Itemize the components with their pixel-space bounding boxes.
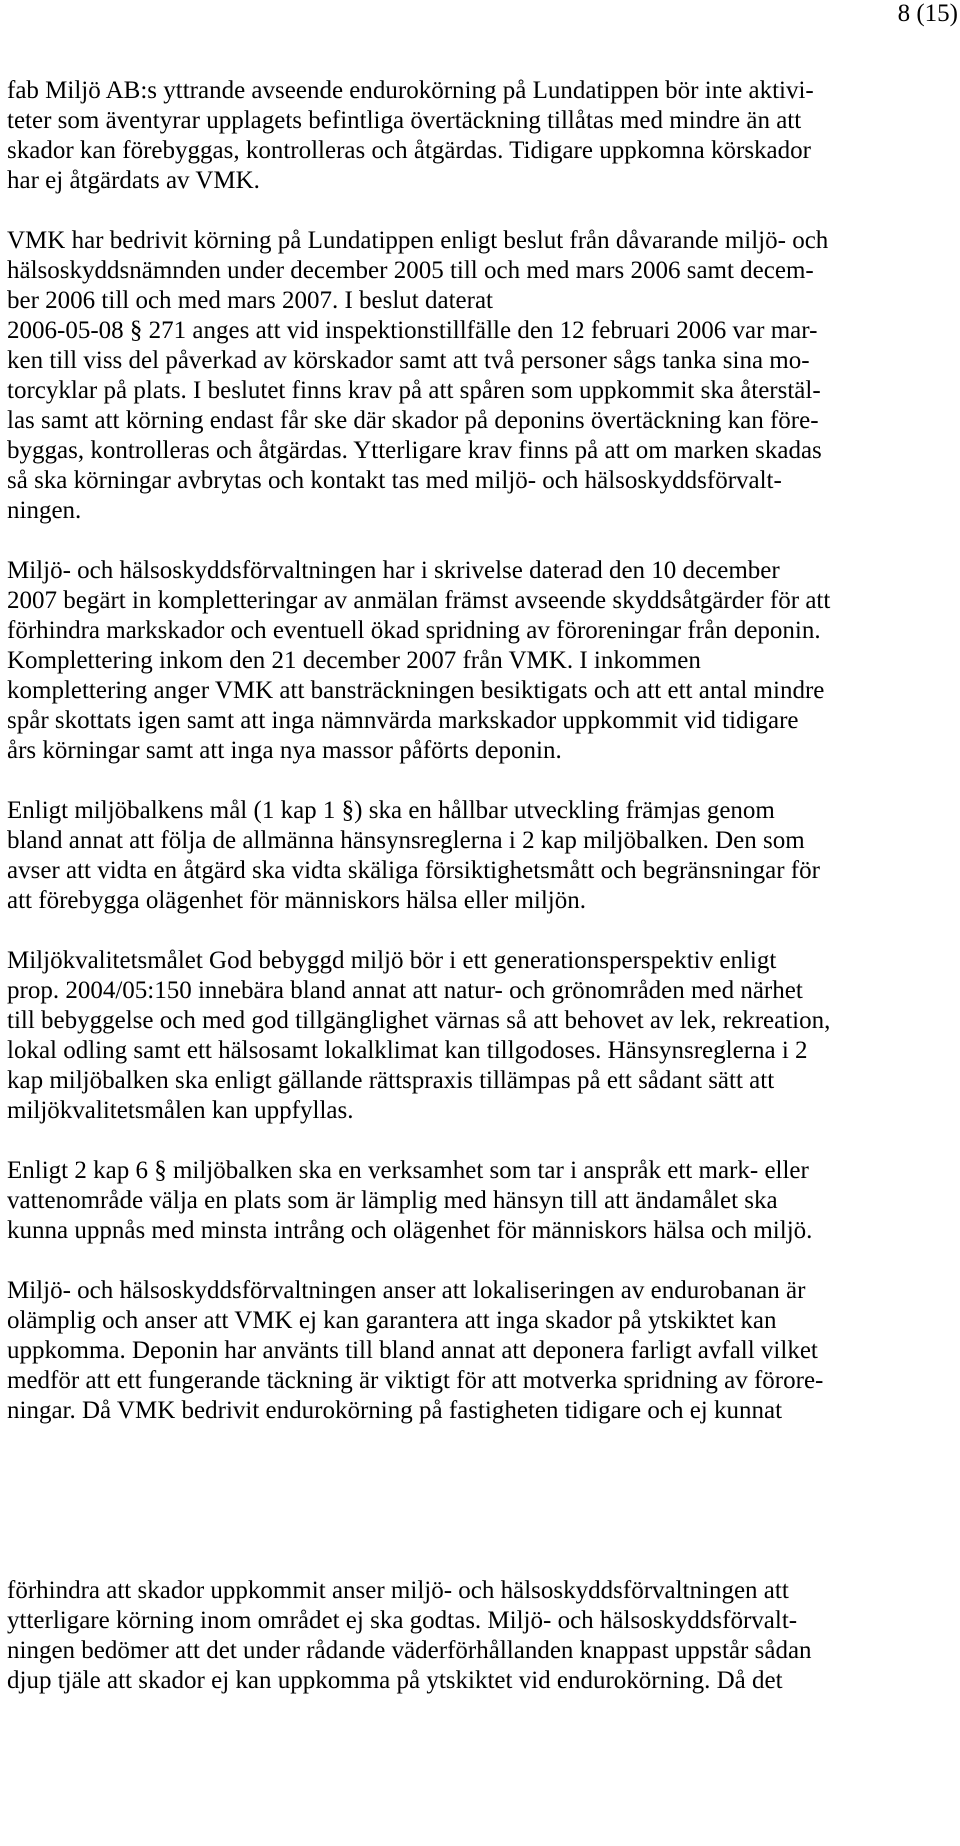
paragraph-spacer xyxy=(7,1246,953,1276)
page-break-spacer xyxy=(7,1426,953,1576)
text-line: teter som äventyrar upplagets befintliga övertäckning tillåtas med mindre än att xyxy=(7,107,802,134)
text-line: torcyklar på plats. I beslutet finns krav på att spåren som uppkommit ska återstäl- xyxy=(7,377,821,404)
text-line: avser att vidta en åtgärd ska vidta skäliga försiktighetsmått och begränsningar för xyxy=(7,857,820,884)
text-line: förhindra att skador uppkommit anser miljö- och hälsoskyddsförvaltningen att xyxy=(7,1577,789,1604)
text-line: medför att ett fungerande täckning är viktigt för att motverka spridning av förore- xyxy=(7,1367,824,1394)
page-number: 8 (15) xyxy=(897,0,958,27)
paragraph-spacer xyxy=(7,526,953,556)
text-line: uppkomma. Deponin har använts till bland annat att deponera farligt avfall vilket xyxy=(7,1337,818,1364)
text-line: komplettering anger VMK att bansträckningen besiktigats och att ett antal mindre xyxy=(7,677,825,704)
paragraph-spacer xyxy=(7,766,953,796)
paragraph-4 xyxy=(7,796,953,916)
text-line: till bebyggelse och med god tillgänglighet värnas så att behovet av lek, rekreation, xyxy=(7,1007,831,1034)
text-line: ningen bedömer att det under rådande väderförhållanden knappast uppstår sådan xyxy=(7,1637,812,1664)
text-line: så ska körningar avbrytas och kontakt tas med miljö- och hälsoskyddsförvalt- xyxy=(7,467,782,494)
text-line: Enligt miljöbalkens mål (1 kap 1 §) ska en hållbar utveckling främjas genom xyxy=(7,797,775,824)
text-line: olämplig och anser att VMK ej kan garantera att inga skador på ytskiktet kan xyxy=(7,1307,777,1334)
text-line: förhindra markskador och eventuell ökad spridning av föroreningar från deponin. xyxy=(7,617,821,644)
text-line: miljökvalitetsmålen kan uppfyllas. xyxy=(7,1097,354,1124)
text-line: har ej åtgärdats av VMK. xyxy=(7,167,260,194)
paragraph-3 xyxy=(7,556,953,766)
text-line: spår skottats igen samt att inga nämnvärda markskador uppkommit vid tidigare xyxy=(7,707,799,734)
text-line: prop. 2004/05:150 innebära bland annat att natur- och grönområden med närhet xyxy=(7,977,803,1004)
text-line: fab Miljö AB:s yttrande avseende endurokörning på Lundatippen bör inte aktivi- xyxy=(7,77,814,104)
text-line: bland annat att följa de allmänna hänsynsreglerna i 2 kap miljöbalken. Den som xyxy=(7,827,805,854)
paragraph-spacer xyxy=(7,916,953,946)
text-line: Miljökvalitetsmålet God bebyggd miljö bör i ett generationsperspektiv enligt xyxy=(7,947,777,974)
text-line: ber 2006 till och med mars 2007. I beslut daterat xyxy=(7,287,493,314)
text-line: byggas, kontrolleras och åtgärdas. Ytterligare krav finns på att om marken skadas xyxy=(7,437,822,464)
text-line: VMK har bedrivit körning på Lundatippen enligt beslut från dåvarande miljö- och xyxy=(7,227,829,254)
text-line: ningen. xyxy=(7,497,82,524)
text-line: Enligt 2 kap 6 § miljöbalken ska en verksamhet som tar i anspråk ett mark- eller xyxy=(7,1157,809,1184)
text-line: att förebygga olägenhet för människors hälsa eller miljön. xyxy=(7,887,586,914)
text-line: lokal odling samt ett hälsosamt lokalklimat kan tillgodoses. Hänsynsreglerna i 2 xyxy=(7,1037,808,1064)
text-line: kunna uppnås med minsta intrång och olägenhet för människors hälsa och miljö. xyxy=(7,1217,813,1244)
text-line: 2006-05-08 § 271 anges att vid inspektionstillfälle den 12 februari 2006 var mar- xyxy=(7,317,818,344)
text-line: las samt att körning endast får ske där skador på deponins övertäckning kan före- xyxy=(7,407,819,434)
text-line: vattenområde välja en plats som är lämplig med hänsyn till att ändamålet ska xyxy=(7,1187,778,1214)
text-line: ytterligare körning inom området ej ska godtas. Miljö- och hälsoskyddsförvalt- xyxy=(7,1607,798,1634)
text-line: Miljö- och hälsoskyddsförvaltningen anser att lokaliseringen av endurobanan är xyxy=(7,1277,806,1304)
text-line: Miljö- och hälsoskyddsförvaltningen har i skrivelse daterad den 10 december xyxy=(7,557,780,584)
text-line: ningar. Då VMK bedrivit endurokörning på fastigheten tidigare och ej kunnat xyxy=(7,1397,783,1424)
document-body xyxy=(7,76,953,1696)
paragraph-5 xyxy=(7,946,953,1126)
text-line: Komplettering inkom den 21 december 2007 från VMK. I inkommen xyxy=(7,647,701,674)
text-line: års körningar samt att inga nya massor påförts deponin. xyxy=(7,737,562,764)
text-line: kap miljöbalken ska enligt gällande rättspraxis tillämpas på ett sådant sätt att xyxy=(7,1067,775,1094)
text-line: skador kan förebyggas, kontrolleras och åtgärdas. Tidigare uppkomna körskador xyxy=(7,137,811,164)
text-line: 2007 begärt in kompletteringar av anmälan främst avseende skyddsåtgärder för att xyxy=(7,587,831,614)
paragraph-spacer xyxy=(7,196,953,226)
paragraph-8 xyxy=(7,1576,953,1696)
paragraph-spacer xyxy=(7,1126,953,1156)
text-line: ken till viss del påverkad av körskador samt att två personer sågs tanka sina mo- xyxy=(7,347,810,374)
paragraph-2 xyxy=(7,226,953,526)
text-line: hälsoskyddsnämnden under december 2005 till och med mars 2006 samt decem- xyxy=(7,257,814,284)
paragraph-7 xyxy=(7,1276,953,1426)
text-line: djup tjäle att skador ej kan uppkomma på ytskiktet vid endurokörning. Då det xyxy=(7,1667,783,1694)
paragraph-6 xyxy=(7,1156,953,1246)
paragraph-1 xyxy=(7,76,953,196)
